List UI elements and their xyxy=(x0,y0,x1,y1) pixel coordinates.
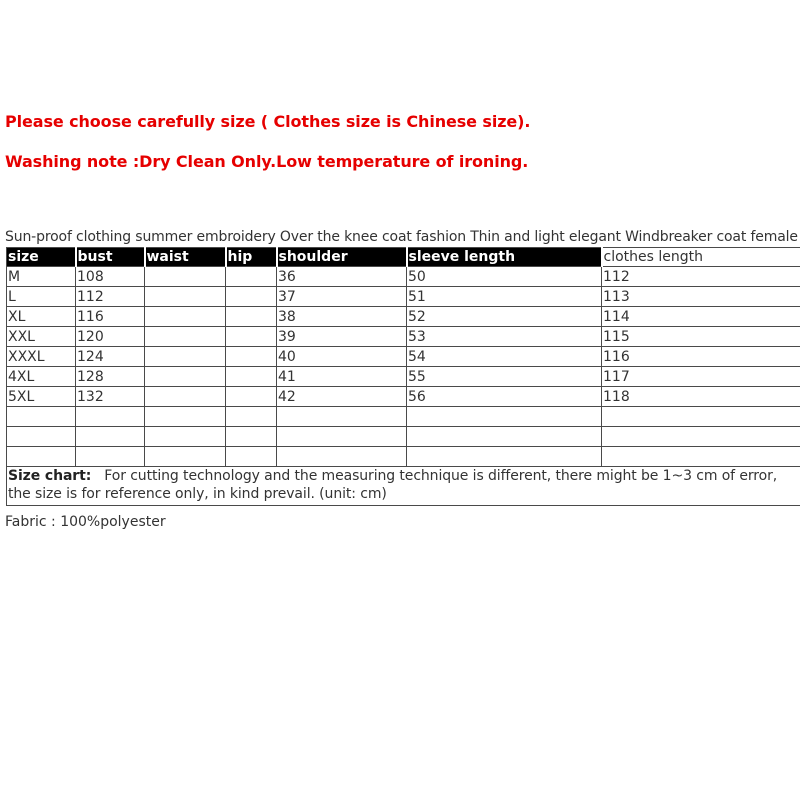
table-row xyxy=(7,307,800,327)
table-cell-hip xyxy=(226,307,277,327)
table-cell-shoulder xyxy=(277,427,407,447)
table-cell-bust: 120 xyxy=(76,327,145,347)
product-title: Sun-proof clothing summer embroidery Over the knee coat fashion Thin and light elegant Windbreaker coat female xyxy=(5,229,798,245)
table-cell-waist xyxy=(145,307,226,327)
table-cell-sleeve-length: 53 xyxy=(407,327,602,347)
table-cell-size: 5XL xyxy=(7,387,76,407)
table-cell-size xyxy=(7,427,76,447)
table-cell-waist xyxy=(145,427,226,447)
table-cell-size: XXL xyxy=(7,327,76,347)
table-cell-bust: 128 xyxy=(76,367,145,387)
table-cell-clothes-length: 112 xyxy=(602,267,800,287)
table-cell-hip xyxy=(226,387,277,407)
table-row xyxy=(7,327,800,347)
table-cell-bust xyxy=(76,447,145,467)
table-cell-waist xyxy=(145,407,226,427)
table-cell-size: XL xyxy=(7,307,76,327)
column-header-bust: bust xyxy=(76,248,145,267)
table-cell-size: 4XL xyxy=(7,367,76,387)
table-cell-sleeve-length: 50 xyxy=(407,267,602,287)
size-note xyxy=(7,467,800,506)
table-cell-sleeve-length: 51 xyxy=(407,287,602,307)
table-cell-shoulder: 39 xyxy=(277,327,407,347)
table-cell-clothes-length xyxy=(602,447,800,467)
column-header-sleeve-length: sleeve length xyxy=(407,248,602,267)
table-row xyxy=(7,447,800,467)
table-cell-hip xyxy=(226,327,277,347)
table-cell-sleeve-length: 56 xyxy=(407,387,602,407)
table-cell-size xyxy=(7,447,76,467)
table-cell-sleeve-length xyxy=(407,407,602,427)
column-header-clothes-length: clothes length xyxy=(602,248,800,267)
table-cell-bust: 108 xyxy=(76,267,145,287)
table-cell-shoulder: 36 xyxy=(277,267,407,287)
column-header-waist: waist xyxy=(145,248,226,267)
table-cell-sleeve-length: 52 xyxy=(407,307,602,327)
table-cell-shoulder: 38 xyxy=(277,307,407,327)
table-cell-clothes-length xyxy=(602,407,800,427)
table-cell-hip xyxy=(226,267,277,287)
table-cell-bust: 124 xyxy=(76,347,145,367)
table-cell-shoulder xyxy=(277,407,407,427)
size-note-row xyxy=(7,467,800,506)
table-cell-clothes-length: 116 xyxy=(602,347,800,367)
table-cell-clothes-length: 115 xyxy=(602,327,800,347)
table-cell-hip xyxy=(226,447,277,467)
table-row xyxy=(7,287,800,307)
table-cell-clothes-length: 118 xyxy=(602,387,800,407)
table-row xyxy=(7,427,800,447)
table-row xyxy=(7,407,800,427)
table-cell-bust: 116 xyxy=(76,307,145,327)
table-cell-waist xyxy=(145,447,226,467)
table-cell-waist xyxy=(145,367,226,387)
table-cell-waist xyxy=(145,387,226,407)
table-row xyxy=(7,267,800,287)
table-cell-shoulder: 40 xyxy=(277,347,407,367)
table-cell-size: M xyxy=(7,267,76,287)
column-header-size: size xyxy=(7,248,76,267)
table-cell-clothes-length: 113 xyxy=(602,287,800,307)
table-cell-clothes-length: 114 xyxy=(602,307,800,327)
table-cell-shoulder: 37 xyxy=(277,287,407,307)
table-cell-shoulder: 42 xyxy=(277,387,407,407)
size-chart-table xyxy=(6,247,800,506)
column-header-hip: hip xyxy=(226,248,277,267)
washing-notice: Washing note :Dry Clean Only.Low temperature of ironing. xyxy=(5,152,529,171)
table-header-row xyxy=(7,248,800,267)
table-cell-waist xyxy=(145,347,226,367)
table-cell-bust xyxy=(76,427,145,447)
table-cell-waist xyxy=(145,287,226,307)
fabric-info: Fabric : 100%polyester xyxy=(5,514,166,530)
table-cell-shoulder: 41 xyxy=(277,367,407,387)
column-header-shoulder: shoulder xyxy=(277,248,407,267)
table-cell-sleeve-length xyxy=(407,427,602,447)
table-cell-size xyxy=(7,407,76,427)
table-row xyxy=(7,367,800,387)
table-body xyxy=(7,267,800,467)
table-cell-clothes-length xyxy=(602,427,800,447)
table-row xyxy=(7,387,800,407)
table-cell-hip xyxy=(226,367,277,387)
size-note-text: For cutting technology and the measuring technique is different, there might be 1~3 cm of error, the size is for reference only, in kind prevail. (unit: cm) xyxy=(8,468,778,502)
table-cell-sleeve-length: 54 xyxy=(407,347,602,367)
table-cell-size: L xyxy=(7,287,76,307)
table-cell-waist xyxy=(145,327,226,347)
table-cell-sleeve-length xyxy=(407,447,602,467)
table-cell-clothes-length: 117 xyxy=(602,367,800,387)
table-cell-hip xyxy=(226,427,277,447)
table-cell-bust xyxy=(76,407,145,427)
size-notice: Please choose carefully size ( Clothes size is Chinese size). xyxy=(5,112,531,131)
table-cell-sleeve-length: 55 xyxy=(407,367,602,387)
table-cell-hip xyxy=(226,347,277,367)
table-cell-hip xyxy=(226,287,277,307)
table-cell-bust: 132 xyxy=(76,387,145,407)
table-cell-hip xyxy=(226,407,277,427)
table-cell-size: XXXL xyxy=(7,347,76,367)
size-note-label: Size chart: xyxy=(8,468,92,484)
table-row xyxy=(7,347,800,367)
table-cell-shoulder xyxy=(277,447,407,467)
table-cell-bust: 112 xyxy=(76,287,145,307)
table-cell-waist xyxy=(145,267,226,287)
